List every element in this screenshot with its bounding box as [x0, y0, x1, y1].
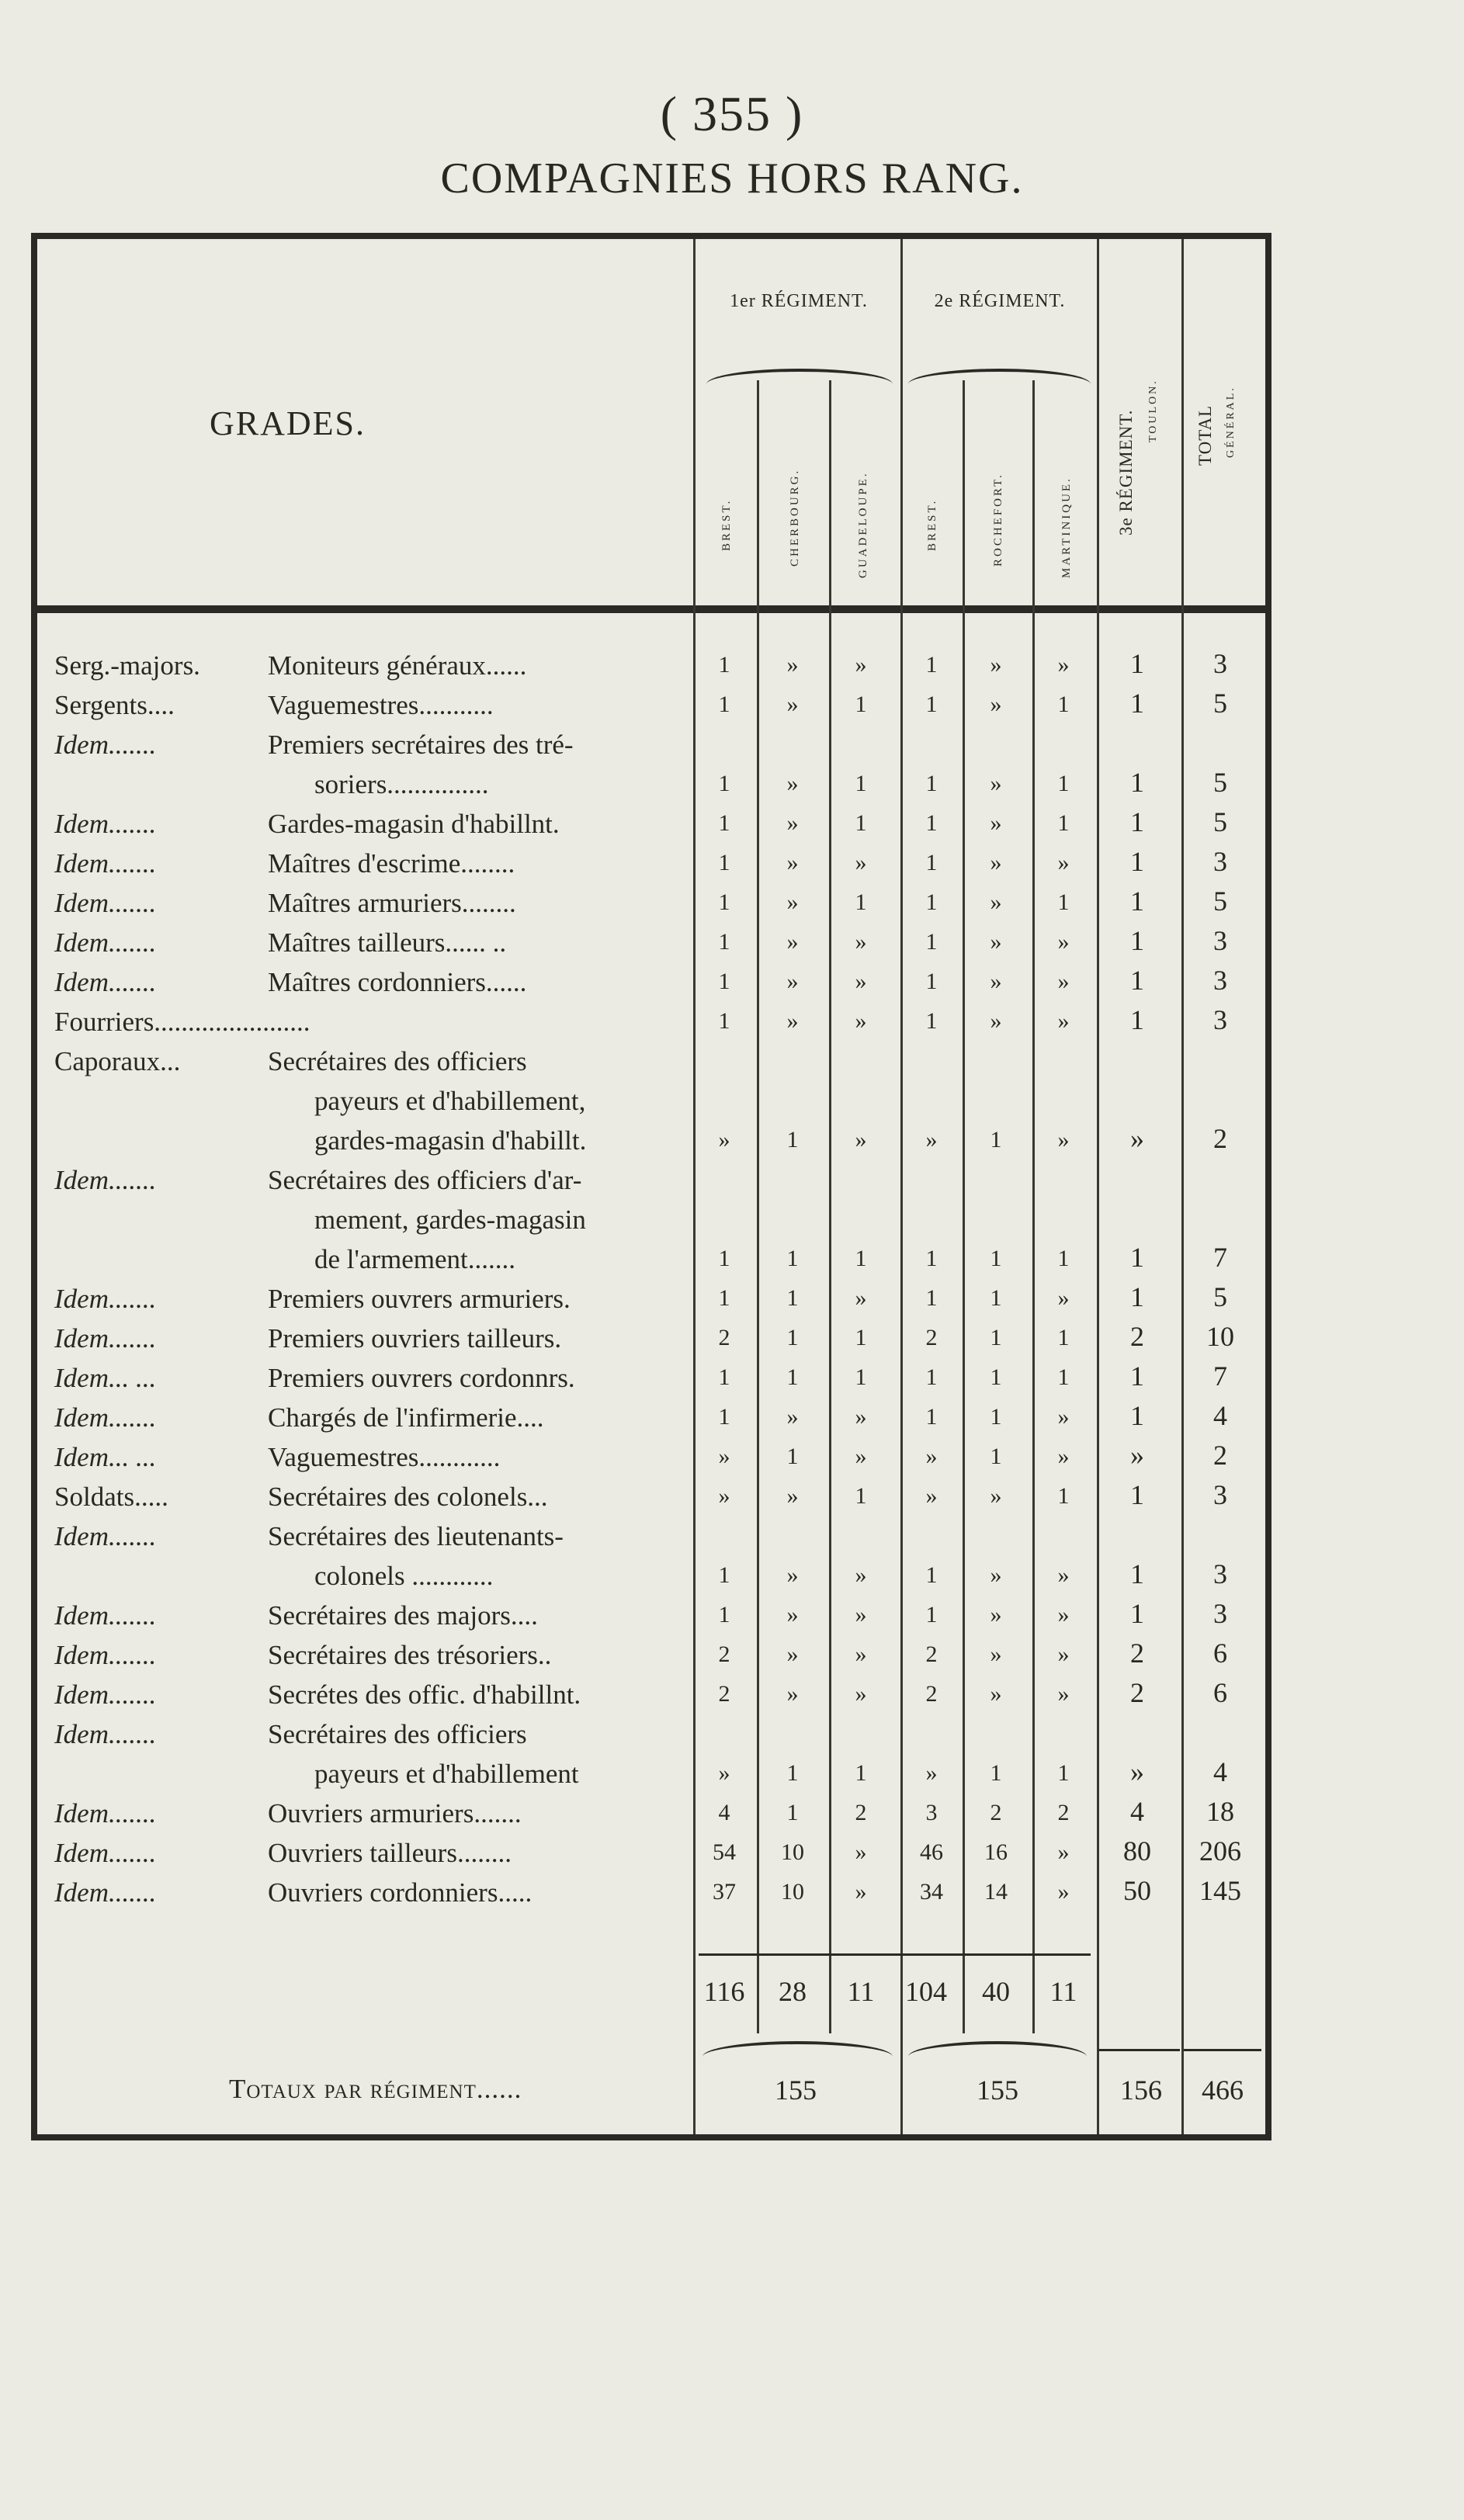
value-cell: »	[1057, 1562, 1070, 1588]
total-cell: 6	[1213, 1677, 1227, 1708]
value-cell: »	[990, 1562, 1002, 1588]
regiment2-heading: 2e RÉGIMENT.	[934, 291, 1066, 311]
total-rule-3	[1098, 2049, 1180, 2051]
value-cell: 1	[855, 1246, 867, 1271]
page-title: COMPAGNIES HORS RANG.	[440, 154, 1024, 203]
col-header-brest-1: BREST.	[720, 498, 733, 551]
regiment3-subheading: TOULON.	[1147, 379, 1159, 442]
total-cell: 18	[1206, 1796, 1234, 1827]
value-cell: »	[990, 810, 1002, 836]
subtotal-cell: 104	[905, 1976, 947, 2007]
total-cell: 6	[1213, 1638, 1227, 1669]
value-cell: 1	[1057, 1364, 1070, 1390]
value-cell: 2	[925, 1325, 938, 1350]
value-cell: »	[1057, 1602, 1070, 1627]
row-grade-label: Caporaux...	[54, 1046, 181, 1076]
value-cell: 50	[1123, 1875, 1151, 1906]
row-description: Premiers ouvrers armuriers.	[268, 1284, 571, 1314]
value-cell: 1	[855, 810, 867, 836]
value-cell: 54	[713, 1839, 736, 1865]
value-cell: 1	[1130, 1242, 1144, 1273]
value-cell: »	[855, 929, 867, 955]
value-cell: 1	[786, 1364, 799, 1390]
row-description: Secrétaires des officiers d'ar-	[268, 1165, 582, 1195]
value-cell: 2	[1130, 1321, 1144, 1352]
column-divider	[1181, 239, 1184, 2134]
value-cell: »	[990, 1641, 1002, 1667]
row-description: payeurs et d'habillement	[314, 1759, 579, 1789]
value-cell: 1	[1057, 1760, 1070, 1786]
value-cell: »	[786, 1602, 799, 1627]
value-cell: 1	[1130, 1281, 1144, 1312]
column-divider	[757, 380, 759, 2033]
value-cell: 2	[718, 1641, 730, 1667]
total-cell: 3	[1213, 1558, 1227, 1589]
value-cell: 1	[1057, 692, 1070, 717]
value-cell: »	[1057, 1008, 1070, 1034]
row-description: Ouvriers tailleurs........	[268, 1838, 512, 1868]
value-cell: »	[1057, 1641, 1070, 1667]
row-description: de l'armement.......	[314, 1244, 515, 1274]
value-cell: 1	[718, 652, 730, 678]
total-regiment1: 155	[775, 2075, 817, 2106]
row-grade-label: Idem.......	[54, 927, 157, 958]
value-cell: 10	[781, 1839, 804, 1865]
row-grade-label: Idem.......	[54, 1323, 157, 1354]
row-grade-label: Idem.......	[54, 1798, 157, 1828]
value-cell: 1	[1130, 767, 1144, 798]
value-cell: 1	[925, 1246, 938, 1271]
total-regiment3: 156	[1120, 2075, 1162, 2106]
row-description: Secrétaires des officiers	[268, 1719, 527, 1749]
grades-heading: GRADES.	[210, 404, 366, 442]
value-cell: »	[855, 1839, 867, 1865]
value-cell: »	[1057, 969, 1070, 994]
row-description: Vaguemestres............	[268, 1442, 501, 1472]
value-cell: 14	[984, 1879, 1008, 1905]
value-cell: 4	[718, 1800, 730, 1825]
subtotal-cell: 40	[982, 1976, 1010, 2007]
col-header-brest-2: BREST.	[926, 498, 938, 551]
row-description: Chargés de l'infirmerie....	[268, 1402, 544, 1433]
value-cell: »	[718, 1483, 730, 1509]
value-cell: »	[1057, 1839, 1070, 1865]
value-cell: »	[1057, 929, 1070, 955]
total-cell: 5	[1213, 1281, 1227, 1312]
row-grade-label: Idem.......	[54, 1402, 157, 1433]
value-cell: 1	[1057, 1246, 1070, 1271]
value-cell: 1	[855, 692, 867, 717]
value-cell: 1	[1130, 846, 1144, 877]
row-description: Maîtres cordonniers......	[268, 967, 527, 997]
total-cell: 3	[1213, 925, 1227, 956]
row-grade-label: Idem.......	[54, 1877, 157, 1908]
value-cell: 1	[786, 1760, 799, 1786]
value-cell: »	[855, 850, 867, 875]
value-cell: »	[718, 1760, 730, 1786]
value-cell: »	[925, 1760, 938, 1786]
row-grade-label: Idem.......	[54, 848, 157, 879]
row-description: Ouvriers cordonniers.....	[268, 1877, 533, 1908]
value-cell: »	[990, 850, 1002, 875]
total-general: 466	[1202, 2075, 1244, 2106]
value-cell: »	[990, 929, 1002, 955]
total-cell: 206	[1199, 1835, 1241, 1867]
value-cell: 1	[855, 1325, 867, 1350]
value-cell: »	[855, 1641, 867, 1667]
value-cell: 1	[855, 1760, 867, 1786]
value-cell: 1	[718, 1285, 730, 1311]
value-cell: 1	[718, 889, 730, 915]
value-cell: 1	[990, 1760, 1002, 1786]
row-description: Premiers ouvrers cordonnrs.	[268, 1363, 575, 1393]
row-grade-label: Idem.......	[54, 1165, 157, 1195]
total-cell: 3	[1213, 648, 1227, 679]
value-cell: 80	[1123, 1835, 1151, 1867]
value-cell: 1	[786, 1325, 799, 1350]
row-description: Maîtres armuriers........	[268, 888, 516, 918]
subtotal-rule	[699, 1953, 1091, 1956]
value-cell: 1	[1130, 1004, 1144, 1035]
header-divider	[37, 605, 1265, 613]
value-cell: 2	[1057, 1800, 1070, 1825]
row-grade-label: Idem.......	[54, 1284, 157, 1314]
value-cell: »	[855, 1562, 867, 1588]
value-cell: 1	[925, 652, 938, 678]
row-description: payeurs et d'habillement,	[314, 1086, 586, 1116]
value-cell: »	[786, 1641, 799, 1667]
value-cell: 1	[718, 1404, 730, 1430]
total-cell: 3	[1213, 846, 1227, 877]
value-cell: 1	[1130, 965, 1144, 996]
value-cell: 1	[718, 1246, 730, 1271]
value-cell: »	[786, 1681, 799, 1707]
total-cell: 2	[1213, 1440, 1227, 1471]
total-cell: 4	[1213, 1756, 1227, 1787]
value-cell: 1	[925, 969, 938, 994]
value-cell: 1	[1057, 1325, 1070, 1350]
value-cell: »	[925, 1127, 938, 1153]
row-grade-label: Idem... ...	[54, 1363, 157, 1393]
value-cell: »	[1057, 1879, 1070, 1905]
value-cell: 1	[718, 692, 730, 717]
value-cell: 1	[925, 1008, 938, 1034]
value-cell: »	[1057, 1404, 1070, 1430]
row-grade-label: Idem.......	[54, 888, 157, 918]
row-grade-label: Idem.......	[54, 1838, 157, 1868]
row-grade-label: Fourriers.......................	[54, 1007, 310, 1037]
value-cell: 1	[1130, 1361, 1144, 1392]
row-description: soriers...............	[314, 769, 489, 799]
value-cell: 2	[718, 1681, 730, 1707]
value-cell: »	[786, 929, 799, 955]
value-cell: 1	[990, 1325, 1002, 1350]
col-header-rochefort: ROCHEFORT.	[992, 473, 1004, 567]
row-description: Secrétaires des trésoriers..	[268, 1640, 552, 1670]
total-cell: 5	[1213, 767, 1227, 798]
value-cell: »	[1130, 1123, 1144, 1154]
total-cell: 2	[1213, 1123, 1227, 1154]
row-grade-label: Idem.......	[54, 1719, 157, 1749]
row-description: Gardes-magasin d'habillnt.	[268, 809, 560, 839]
total-heading: TOTAL	[1195, 404, 1215, 466]
value-cell: 1	[1130, 688, 1144, 719]
row-description: Maîtres tailleurs...... ..	[268, 927, 507, 958]
value-cell: 1	[786, 1127, 799, 1153]
value-cell: 1	[990, 1364, 1002, 1390]
row-grade-label: Idem.......	[54, 730, 157, 760]
row-description: Vaguemestres...........	[268, 690, 494, 720]
row-grade-label: Idem.......	[54, 1600, 157, 1631]
value-cell: 1	[990, 1246, 1002, 1271]
value-cell: »	[1130, 1756, 1144, 1787]
value-cell: 1	[990, 1444, 1002, 1469]
value-cell: »	[855, 969, 867, 994]
value-cell: 2	[718, 1325, 730, 1350]
value-cell: 1	[925, 889, 938, 915]
value-cell: 4	[1130, 1796, 1144, 1827]
subtotal-cell: 11	[1049, 1976, 1077, 2007]
col-header-cherbourg: CHERBOURG.	[789, 468, 801, 567]
value-cell: 1	[718, 1602, 730, 1627]
regiment3-heading: 3e RÉGIMENT.	[1116, 409, 1136, 536]
value-cell: 1	[1057, 889, 1070, 915]
total-cell: 3	[1213, 1479, 1227, 1510]
value-cell: »	[786, 810, 799, 836]
column-divider	[1097, 239, 1099, 2134]
value-cell: 2	[1130, 1677, 1144, 1708]
subtotal-cell: 11	[847, 1976, 875, 2007]
value-cell: »	[990, 652, 1002, 678]
value-cell: »	[990, 692, 1002, 717]
value-cell: 1	[718, 929, 730, 955]
value-cell: 1	[990, 1404, 1002, 1430]
value-cell: 1	[925, 850, 938, 875]
value-cell: »	[786, 889, 799, 915]
value-cell: 1	[1130, 648, 1144, 679]
value-cell: 1	[925, 692, 938, 717]
total-cell: 7	[1213, 1242, 1227, 1273]
value-cell: 1	[718, 1364, 730, 1390]
value-cell: 1	[718, 969, 730, 994]
subtotal-cell: 116	[703, 1976, 745, 2007]
value-cell: 1	[925, 771, 938, 796]
value-cell: 37	[713, 1879, 736, 1905]
row-grade-label: Idem.......	[54, 1679, 157, 1710]
row-grade-label: Soldats.....	[54, 1482, 168, 1512]
value-cell: 1	[925, 1285, 938, 1311]
value-cell: »	[1057, 1444, 1070, 1469]
value-cell: »	[990, 1008, 1002, 1034]
total-cell: 5	[1213, 688, 1227, 719]
value-cell: »	[925, 1444, 938, 1469]
total-subheading: GÉNÉRAL.	[1225, 386, 1237, 458]
totals-label: Totaux par régiment......	[229, 2074, 522, 2104]
value-cell: 1	[1130, 925, 1144, 956]
value-cell: »	[990, 771, 1002, 796]
row-description: gardes-magasin d'habillt.	[314, 1125, 587, 1156]
value-cell: 1	[1130, 1598, 1144, 1629]
value-cell: 1	[1130, 1479, 1144, 1510]
row-description: Ouvriers armuriers.......	[268, 1798, 522, 1828]
value-cell: »	[990, 1483, 1002, 1509]
total-cell: 3	[1213, 965, 1227, 996]
value-cell: »	[786, 1404, 799, 1430]
value-cell: 1	[925, 1602, 938, 1627]
value-cell: 1	[855, 771, 867, 796]
value-cell: 1	[718, 771, 730, 796]
total-cell: 3	[1213, 1598, 1227, 1629]
value-cell: 46	[920, 1839, 943, 1865]
value-cell: 1	[718, 1562, 730, 1588]
value-cell: »	[990, 969, 1002, 994]
value-cell: 1	[925, 1404, 938, 1430]
row-description: Secrétes des offic. d'habillnt.	[268, 1679, 581, 1710]
value-cell: »	[1057, 1285, 1070, 1311]
total-cell: 7	[1213, 1361, 1227, 1392]
value-cell: 1	[1130, 1400, 1144, 1431]
value-cell: 1	[990, 1285, 1002, 1311]
value-cell: »	[855, 1404, 867, 1430]
row-grade-label: Sergents....	[54, 690, 175, 720]
value-cell: »	[1057, 1127, 1070, 1153]
row-description: Moniteurs généraux......	[268, 650, 527, 681]
row-description: Secrétaires des colonels...	[268, 1482, 548, 1512]
value-cell: 1	[718, 810, 730, 836]
row-grade-label: Idem.......	[54, 1640, 157, 1670]
value-cell: 1	[990, 1127, 1002, 1153]
value-cell: 10	[781, 1879, 804, 1905]
value-cell: »	[786, 969, 799, 994]
col-header-guadeloupe: GUADELOUPE.	[857, 471, 869, 578]
row-description: Secrétaires des officiers	[268, 1046, 527, 1076]
value-cell: 1	[855, 889, 867, 915]
value-cell: »	[855, 1602, 867, 1627]
value-cell: 16	[984, 1839, 1008, 1865]
value-cell: »	[990, 889, 1002, 915]
value-cell: »	[786, 652, 799, 678]
row-grade-label: Idem.......	[54, 809, 157, 839]
value-cell: »	[1057, 1681, 1070, 1707]
value-cell: 2	[925, 1681, 938, 1707]
value-cell: »	[786, 1008, 799, 1034]
value-cell: »	[925, 1483, 938, 1509]
row-grade-label: Idem.......	[54, 1521, 157, 1551]
value-cell: 1	[1057, 1483, 1070, 1509]
value-cell: »	[855, 652, 867, 678]
value-cell: 1	[718, 850, 730, 875]
value-cell: »	[855, 1879, 867, 1905]
value-cell: 1	[925, 929, 938, 955]
value-cell: »	[855, 1127, 867, 1153]
row-description: Secrétaires des majors....	[268, 1600, 538, 1631]
value-cell: 2	[925, 1641, 938, 1667]
value-cell: 1	[1057, 771, 1070, 796]
value-cell: »	[718, 1127, 730, 1153]
value-cell: 1	[1057, 810, 1070, 836]
value-cell: »	[855, 1681, 867, 1707]
value-cell: 34	[920, 1879, 943, 1905]
row-grade-label: Idem... ...	[54, 1442, 157, 1472]
subtotal-cell: 28	[779, 1976, 807, 2007]
total-cell: 10	[1206, 1321, 1234, 1352]
value-cell: »	[990, 1602, 1002, 1627]
total-rule-general	[1184, 2049, 1261, 2051]
value-cell: 1	[786, 1246, 799, 1271]
col-header-martinique: MARTINIQUE.	[1060, 477, 1073, 578]
value-cell: 1	[1130, 1558, 1144, 1589]
value-cell: 1	[786, 1444, 799, 1469]
value-cell: 1	[925, 1364, 938, 1390]
value-cell: 1	[786, 1800, 799, 1825]
value-cell: »	[786, 692, 799, 717]
total-cell: 4	[1213, 1400, 1227, 1431]
total-cell: 3	[1213, 1004, 1227, 1035]
value-cell: 1	[1130, 806, 1144, 837]
page-number: ( 355 )	[660, 86, 804, 141]
value-cell: »	[786, 850, 799, 875]
value-cell: »	[855, 1444, 867, 1469]
value-cell: »	[786, 771, 799, 796]
value-cell: 1	[925, 810, 938, 836]
value-cell: »	[1130, 1440, 1144, 1471]
value-cell: »	[1057, 850, 1070, 875]
row-description: colonels ............	[314, 1561, 494, 1591]
row-grade-label: Idem.......	[54, 967, 157, 997]
value-cell: 3	[925, 1800, 938, 1825]
value-cell: 1	[786, 1285, 799, 1311]
value-cell: 2	[990, 1800, 1002, 1825]
value-cell: 1	[855, 1483, 867, 1509]
value-cell: 2	[855, 1800, 867, 1825]
row-description: Premiers ouvriers tailleurs.	[268, 1323, 562, 1354]
value-cell: 1	[1130, 886, 1144, 917]
value-cell: 1	[718, 1008, 730, 1034]
regiment1-heading: 1er RÉGIMENT.	[730, 291, 868, 311]
value-cell: 1	[925, 1562, 938, 1588]
total-cell: 5	[1213, 886, 1227, 917]
row-description: Secrétaires des lieutenants-	[268, 1521, 564, 1551]
value-cell: 2	[1130, 1638, 1144, 1669]
total-cell: 145	[1199, 1875, 1241, 1906]
row-grade-label: Serg.-majors.	[54, 650, 200, 681]
value-cell: »	[1057, 652, 1070, 678]
total-regiment2: 155	[977, 2075, 1018, 2106]
value-cell: »	[855, 1008, 867, 1034]
value-cell: »	[718, 1444, 730, 1469]
row-description: mement, gardes-magasin	[314, 1205, 586, 1235]
value-cell: »	[786, 1483, 799, 1509]
value-cell: »	[786, 1562, 799, 1588]
total-cell: 5	[1213, 806, 1227, 837]
row-description: Premiers secrétaires des tré-	[268, 730, 574, 760]
value-cell: 1	[855, 1364, 867, 1390]
value-cell: »	[990, 1681, 1002, 1707]
value-cell: »	[855, 1285, 867, 1311]
row-description: Maîtres d'escrime........	[268, 848, 515, 879]
